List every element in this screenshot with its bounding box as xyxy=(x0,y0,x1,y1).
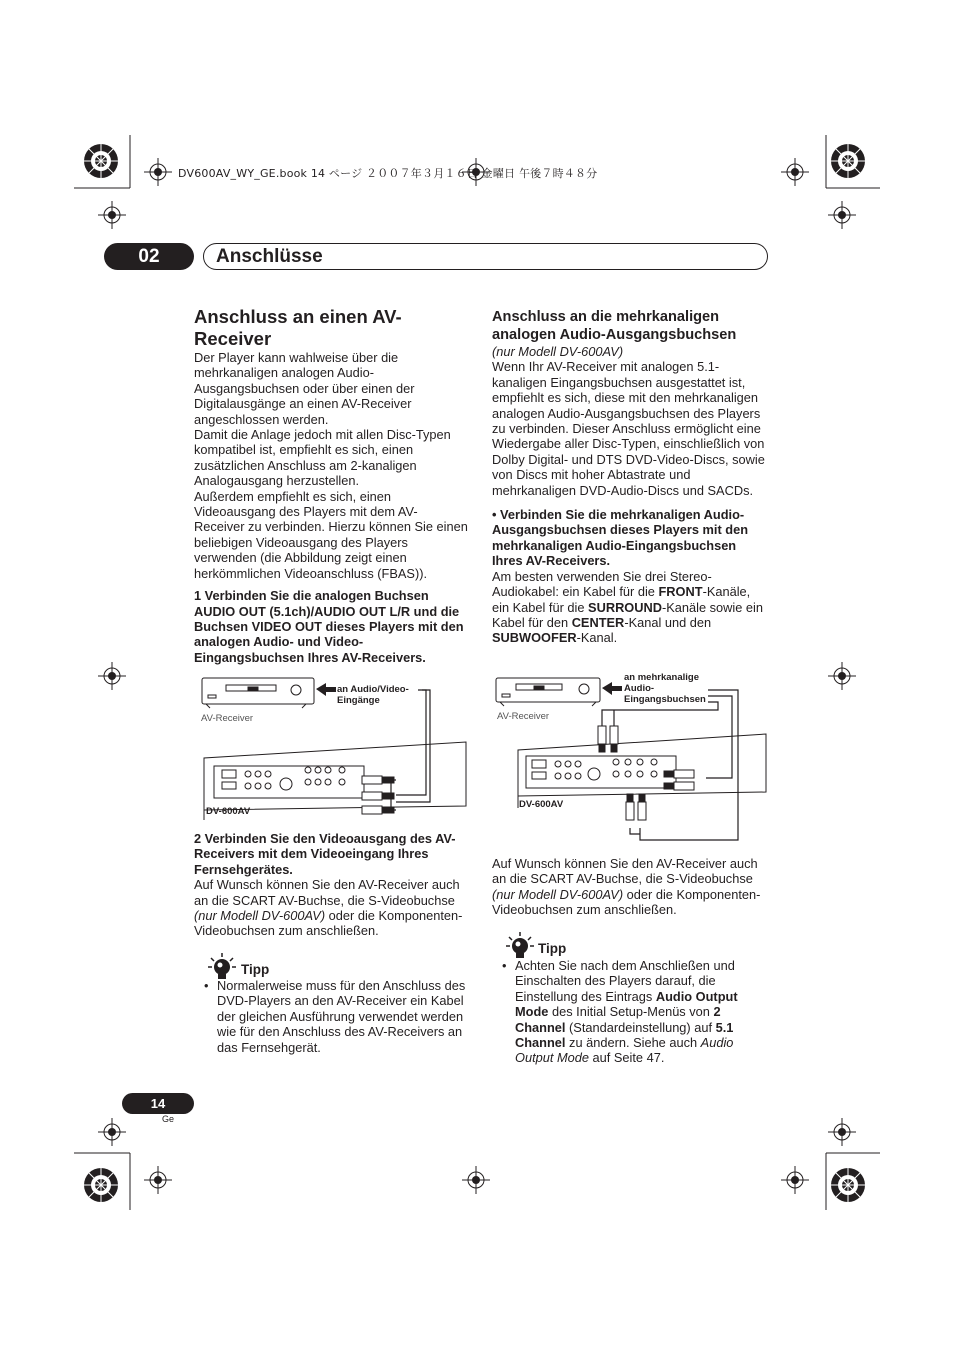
step-instruction: 2 Verbinden Sie den Videoausgang des AV-Receivers mit dem Videoeingang Ihres Fernsehgerätes. xyxy=(194,831,456,877)
chapter-title: Anschlüsse xyxy=(216,246,323,267)
right-column xyxy=(492,308,767,646)
term: Audio Output Mode xyxy=(515,988,738,1020)
tip-text-part: des Initial Setup-Menüs von xyxy=(548,1004,714,1020)
inputs-label: an Audio/Video-Eingänge xyxy=(337,684,409,706)
print-header: DV600AV_WY_GE.book 14 ページ ２００７年３月１６日 金曜日 午後７時４８分 xyxy=(178,167,598,180)
page-number: 14 xyxy=(122,1093,194,1114)
tip-body xyxy=(502,958,768,1066)
model-note: (nur Modell DV-600AV) xyxy=(492,344,624,359)
tip-text xyxy=(515,958,768,1066)
paragraph-text: -Kanäle sowie ein Kabel für den xyxy=(492,599,764,630)
model-note: (nur Modell DV-600AV) xyxy=(194,908,326,924)
term-italic: Audio Output Mode xyxy=(515,1035,734,1066)
term-front: FRONT xyxy=(658,584,703,600)
receiver-label: AV-Receiver xyxy=(497,711,550,722)
tip-text-part: auf Seite 47. xyxy=(588,1050,665,1066)
step-instruction: • Verbinden Sie die mehrkanaligen Audio-Ausgangsbuchsen dieses Players mit den mehrkanaligen Audio-Eingangsbuchsen Ihres AV-Receivers. xyxy=(492,507,749,569)
player-label: DV-600AV xyxy=(206,806,251,817)
term-center: CENTER xyxy=(571,614,625,630)
paragraph: Wenn Ihr AV-Receiver mit analogen 5.1-kanaligen Eingangsbuchsen ausgestattet ist, empfiehlt es sich, diese mit den mehrkanaligen analogen Audio-Ausgangsbuchsen des Players zu verbinden. Dieser Anschluss ermöglicht eine Wiedergabe aller Disc-Typen, einschließlich von Dolby Digital- und DTS DVD-Video-Discs, sowie von Discs mit hoher Abtastrate und mehrkanaligen DVD-Audio-Discs und SACDs. xyxy=(492,359,765,498)
player-label: DV-600AV xyxy=(519,799,564,810)
left-column xyxy=(194,306,468,665)
paragraph-text: Am besten verwenden Sie drei Stereo-Audiokabel: ein Kabel für die xyxy=(492,568,712,600)
term-subwoofer: SUBWOOFER xyxy=(492,630,577,646)
term: 2 Channel xyxy=(515,1004,721,1035)
cable-path xyxy=(602,690,738,840)
paragraph-text: -Kanäle, ein Kabel für die xyxy=(492,584,751,615)
section-heading: Anschluss an einen AV-Receiver xyxy=(194,306,402,349)
tip-lightbulb-icon xyxy=(505,931,535,959)
tip-text-part: (Standardeinstellung) auf xyxy=(565,1019,716,1035)
paragraph-text: oder die Komponenten-Videobuchsen zum anschließen. xyxy=(194,908,463,939)
term: 5.1 Channel xyxy=(515,1019,734,1051)
tip-text-part: zu ändern. Siehe auch xyxy=(565,1035,701,1051)
tip-text-part: Achten Sie nach dem Anschließen und Einschalten des Players darauf, die Einstellung des Eintrags xyxy=(515,958,735,1004)
bullet: • xyxy=(204,978,209,993)
paragraph: Der Player kann wahlweise über die mehrkanaligen analogen Audio-Ausgangsbuchsen oder über einen der Digitalausgänge an einen AV-Receiver angeschlossen werden. xyxy=(194,350,415,427)
paragraph-text: Auf Wunsch können Sie den AV-Receiver auch an die SCART AV-Buchse, die S-Videobuchse xyxy=(194,877,460,908)
paragraph xyxy=(194,877,468,939)
tip-title: Tipp xyxy=(538,941,567,956)
tip-lightbulb-icon xyxy=(207,952,237,980)
receiver-label: AV-Receiver xyxy=(201,713,254,724)
rca-plugs xyxy=(362,776,394,814)
paragraph-text: oder die Komponenten-Videobuchsen zum anschließen. xyxy=(492,886,761,918)
arrow-to-inputs xyxy=(316,683,336,696)
arrow-to-inputs xyxy=(602,682,622,695)
paragraph: Damit die Anlage jedoch mit allen Disc-Typen kompatibel ist, empfiehlt es sich, einen zusätzlichen Anschluss am 2-kanaligen Analogausgang herzustellen. xyxy=(194,427,451,489)
chapter-number-badge: 02 xyxy=(104,243,194,270)
right-column-lower xyxy=(492,856,767,918)
step-instruction: 1 Verbinden Sie die analogen Buchsen AUDIO OUT (5.1ch)/AUDIO OUT L/R und die Buchsen VIDEO OUT dieses Players mit den analogen Audio- und Video-Eingangsbuchsen Ihres AV-Receivers. xyxy=(194,588,464,665)
paragraph xyxy=(492,856,767,918)
inputs-label: an mehrkanalige Audio-Eingangsbuchsen xyxy=(624,672,706,705)
av-receiver-illustration xyxy=(202,678,314,708)
paragraph xyxy=(492,569,767,646)
tip-text: Normalerweise muss für den Anschluss des DVD-Players an den AV-Receiver ein Kabel der gleichen Ausführung verwendet werden wie für den Anschluss des AV-Receivers an das Fernsehgerät. xyxy=(217,978,466,1055)
section-heading: Anschluss an die mehrkanaligen analogen Audio-Ausgangsbuchsen xyxy=(492,309,737,343)
bullet: • xyxy=(502,958,507,973)
cable-path xyxy=(391,690,430,810)
tip-body xyxy=(204,978,470,1055)
tip-title: Tipp xyxy=(241,962,270,977)
paragraph-text: -Kanal und den xyxy=(624,614,712,630)
paragraph-text: -Kanal. xyxy=(576,630,618,646)
av-receiver-illustration xyxy=(496,678,600,706)
paragraph-text: Auf Wunsch können Sie den AV-Receiver auch an die SCART AV-Buchse, die S-Videobuchse xyxy=(492,856,758,887)
language-code: Ge xyxy=(162,1114,175,1124)
paragraph: Außerdem empfiehlt es sich, einen Videoausgang des Players mit dem AV-Receiver zu verbinden. Hierzu können Sie einen beliebigen Videoausgang des Players verwenden (die Abbildung zeigt einen herkömmlichen Videoanschluss (FBAS)). xyxy=(194,488,468,581)
left-column-lower xyxy=(194,831,468,939)
term-surround: SURROUND xyxy=(588,599,662,615)
rca-plugs xyxy=(598,726,694,820)
model-note: (nur Modell DV-600AV) xyxy=(492,886,624,902)
